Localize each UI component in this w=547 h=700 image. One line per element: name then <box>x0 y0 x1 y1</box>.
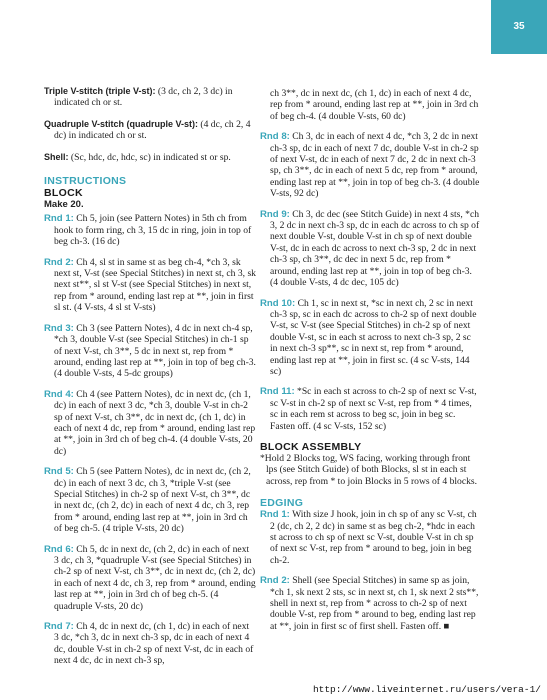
source-url: http://www.liveinternet.ru/users/vera-1/ <box>312 684 541 695</box>
round-text: Ch 3, dc in each of next 4 dc, *ch 3, 2 dc in next ch-3 sp, dc in each of next 7 dc, double V-st in ch-2 sp of next V-st, dc in each of next 7 dc, 2 dc in next ch-3 sp, ch 3**, dc in each of next 5 dc, rep from * around, ending last rep at **, join in top of beg ch-3. (4 double V-sts, 92 dc) <box>270 131 480 200</box>
round-label: Rnd 10: <box>260 297 296 309</box>
left-column <box>44 86 256 676</box>
definition-text: (3 dc, ch 2, 3 dc) in indicated ch or st. <box>54 86 233 109</box>
round-label: Rnd 5: <box>44 466 74 478</box>
round-label: Rnd 11: <box>260 386 295 398</box>
round-text: Ch 5, dc in next dc, (ch 2, dc) in each of next 3 dc, ch 3, *quadruple V-st (see Special Stitches) in ch-2 sp of next V-st, ch 3**, dc in next dc, (ch 2, dc) in each of next 4 dc, ch 3, rep from * around, ending last rep at **, join in 3rd ch of beg ch-5. (4 quadruple V-sts, 20 dc) <box>54 543 256 612</box>
round-7-continued <box>260 88 480 122</box>
round-10 <box>260 298 480 378</box>
round-text: Ch 4 (see Pattern Notes), dc in next dc, (ch 1, dc) in each of next 3 dc, *ch 3, double V-st in ch-2 sp of next V-st, ch 3**, dc in next dc, (ch 1, dc) in each of next 4 dc, rep from * around, ending last rep at **, join in 3rd ch of beg ch-4. (4 double V-sts, 20 dc) <box>54 388 256 457</box>
round-label: Rnd 1: <box>260 509 290 521</box>
round-text: Ch 4, sl st in same st as beg ch-4, *ch 3, sk next st, V-st (see Special Stitches) in next st, ch 3, sk next st**, sl st V-st (see Special Stitches) in next st, rep from * around, ending last rep at **, join in first sl st. (4 V-sts, 4 sl st V-sts) <box>54 256 256 314</box>
round-label: Rnd 3: <box>44 322 74 334</box>
round-label: Rnd 9: <box>260 208 290 220</box>
definition-term: Triple V-stitch (triple V-st): <box>44 86 156 96</box>
round-text: Ch 5, join (see Pattern Notes) in 5th ch from hook to form ring, ch 3, 15 dc in ring, join in top of beg ch-3. (16 dc) <box>54 213 252 248</box>
round-11 <box>260 386 480 432</box>
instructions-heading: INSTRUCTIONS <box>44 175 127 188</box>
round-text: Shell (see Special Stitches) in same sp as join, *ch 1, sk next 2 sts, sc in next st, ch 1, sk next 2 sts**, shell in next st, rep from * across to ch-2 sp of next double V-st, rep from * around to beg, ending last rep at **, join in first sc of first shell. Fasten off. ■ <box>270 575 479 632</box>
round-3 <box>44 323 256 380</box>
round-7 <box>44 621 256 667</box>
block-assembly-text: *Hold 2 Blocks tog, WS facing, working through front lps (see Stitch Guide) of both Blocks, sl st in each st across, rep from * to join Blocks in 5 rows of 4 blocks. <box>260 452 478 487</box>
round-4 <box>44 389 256 457</box>
edging-heading: EDGING <box>260 497 304 510</box>
round-1 <box>44 213 256 247</box>
round-label: Rnd 6: <box>44 543 74 555</box>
block-assembly-heading: BLOCK ASSEMBLY <box>260 440 362 453</box>
round-5 <box>44 466 256 534</box>
round-label: Rnd 8: <box>260 131 290 143</box>
definition-quadruple-v-stitch <box>44 119 256 142</box>
round-text: Ch 3 (see Pattern Notes), 4 dc in next ch-4 sp, *ch 3, double V-st (see Special Stitches) in ch-1 sp of next V-st, ch 3**, 5 dc in next st, rep from * around, ending last rep at **, join in top of beg ch-3. (4 double V-sts, 4 5-dc groups) <box>54 322 256 380</box>
edging-round-1 <box>260 509 480 566</box>
edging-round-2 <box>260 575 480 632</box>
definition-text: (Sc, hdc, dc, hdc, sc) in indicated st or sp. <box>68 151 231 163</box>
round-label: Rnd 2: <box>260 575 290 587</box>
round-text: *Sc in each st across to ch-2 sp of next sc V-st, sc V-st in ch-2 sp of next sc V-st, rep from * 4 times, sc in each rem st across to beg sc, join in beg sc. Fasten off. (4 sc V-sts, 152 sc) <box>270 386 477 432</box>
round-9 <box>260 209 480 289</box>
round-label: Rnd 4: <box>44 388 74 400</box>
block-heading: BLOCK <box>44 187 83 200</box>
round-8 <box>260 131 480 199</box>
round-text: Ch 5 (see Pattern Notes), dc in next dc, (ch 2, dc) in each of next 3 dc, ch 3, *triple V-st (see Special Stitches) in ch-2 sp of next V-st, ch 3**, dc in next dc, (ch 2, dc) in each of next 4 dc, ch 3, rep from * around, ending last rep at **, join in 3rd ch of beg ch-5. (4 triple V-sts, 20 dc) <box>54 466 251 535</box>
round-label: Rnd 2: <box>44 256 74 268</box>
round-text: With size J hook, join in ch sp of any sc V-st, ch 2 (dc, ch 2, 2 dc) in same st as beg ch-2, *hdc in each st across to ch sp of next sc V-st, double V-st in ch sp of next sc V-st, rep from * around to beg, join in beg ch-2. <box>270 509 477 566</box>
page-number: 35 <box>513 21 525 32</box>
make-count: Make 20. <box>44 199 84 211</box>
round-label: Rnd 7: <box>44 621 74 633</box>
round-text: Ch 4, dc in next dc, (ch 1, dc) in each of next 3 dc, *ch 3, dc in next ch-3 sp, dc in each of next 4 dc, double V-st in ch-2 sp of next V-st, dc in each of next 4 dc, dc in next ch-3 sp, <box>54 621 254 667</box>
round-text: ch 3**, dc in next dc, (ch 1, dc) in each of next 4 dc, rep from * around, ending last rep at **, join in 3rd ch of beg ch-4. (4 double V-sts, 60 dc) <box>270 88 479 122</box>
definition-text: (4 dc, ch 2, 4 dc) in indicated ch or st. <box>54 118 251 142</box>
page-number-tab <box>491 0 547 54</box>
definition-shell <box>44 152 256 163</box>
round-6 <box>44 544 256 612</box>
right-column <box>260 88 480 641</box>
round-text: Ch 1, sc in next st, *sc in next ch, 2 sc in next ch-3 sp, sc in each dc across to ch-2 sp of next double V-st, sc V-st (see Special Stitches) in ch-2 sp of next double V-st, sc in each st across to next ch-3 sp, 2 sc in next ch-3 sp**, sc in next st, rep from * around, ending last rep at **, join in first sc. (4 sc V-sts, 144 sc) <box>270 297 477 377</box>
definition-term: Shell: <box>44 151 69 162</box>
definition-triple-v-stitch <box>44 86 256 109</box>
definition-term: Quadruple V-stitch (quadruple V-st): <box>44 118 199 129</box>
round-2 <box>44 257 256 314</box>
round-text: Ch 3, dc dec (see Stitch Guide) in next 4 sts, *ch 3, 2 dc in next ch-3 sp, dc in each dc across to ch sp of next double V-st, double V-st in ch sp of next double V-st, dc in each dc across to next ch-3 sp, 2 dc in next ch-3 sp, ch 3**, dc dec in next 5 dc, rep from * around, ending last rep at **, join in top of beg ch-3. (4 double V-sts, 4 dc dec, 105 dc) <box>270 208 480 289</box>
round-label: Rnd 1: <box>44 213 74 225</box>
